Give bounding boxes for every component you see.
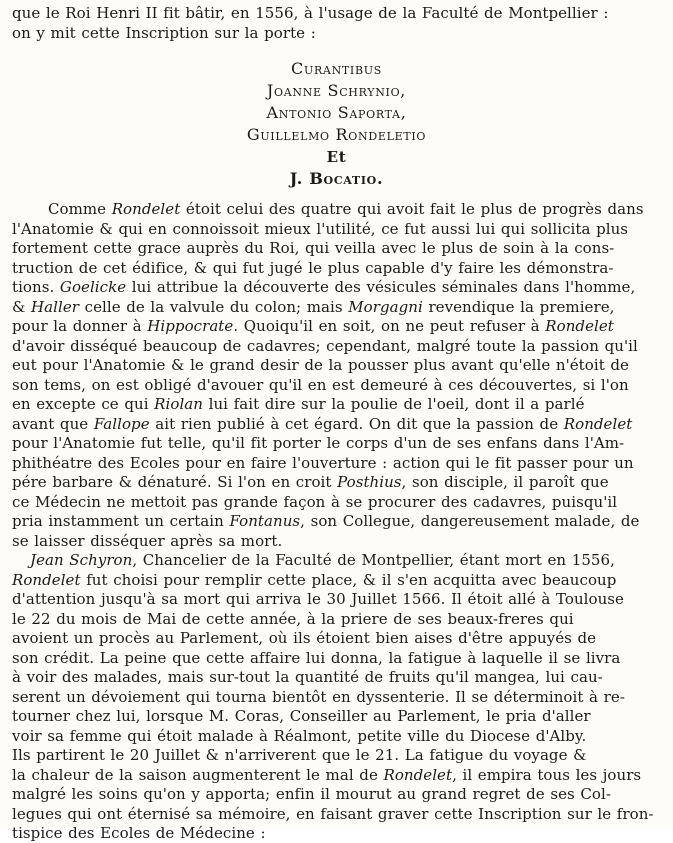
text-run: fortement cette grace auprès du Roi, qui veilla avec le plus de soin à la cons- [12, 239, 615, 257]
italic-name: Rondelet [12, 570, 81, 589]
body-line [12, 609, 574, 629]
inscription-rondeletio: Guillelmo Rondeletio [246, 125, 427, 144]
body-line [12, 297, 614, 317]
text-run: à voir des malades, mais sur-tout la quantité de fruits qu'il mangea, lui cau- [12, 668, 603, 686]
text-run: ce Médecin ne mettoit pas grande façon à se procurer des cadavres, puisqu'il [12, 492, 618, 511]
text-run: truction de cet édifice, & qui fut jugé le plus capable d'y faire les démonstra- [12, 258, 614, 277]
text-run: malgré les soins qu'on y apporta; enfin il mourut au grand regret de ses Col- [12, 785, 611, 803]
inscription-saporta: Antonio Saporta, [266, 103, 407, 122]
body-line [12, 589, 624, 609]
text-run: , son disciple, il paroît que [401, 473, 609, 491]
italic-name: Rondelet [563, 414, 633, 433]
text-run: pria instamment un certain [12, 512, 230, 530]
italic-name: Rondelet [383, 765, 453, 784]
body-line [12, 648, 620, 668]
body-line [12, 804, 654, 824]
text-run: voir sa femme qui étoit malade à Réalmont, petite ville du Diocese d'Alby. [12, 726, 587, 745]
italic-name: Posthius [337, 473, 402, 491]
body-line [12, 628, 596, 648]
text-run: lui fait dire sur la poulie de l'oeil, dont il a parlé [203, 395, 585, 413]
text-run: en excepte ce qui [12, 395, 155, 413]
body-line [12, 687, 625, 707]
text-run: , il empira tous les jours [452, 765, 642, 784]
italic-name: Jean Schyron [30, 551, 133, 569]
body-line [12, 336, 638, 356]
text-run: phithéatre des Ecoles pour en faire l'ouverture : action qui le fit passer pour un [12, 453, 634, 472]
italic-name: Goelicke [59, 278, 127, 296]
intro-line-2: on y mit cette Inscription sur la porte : [12, 24, 316, 42]
inscription-schrynio: Joanne Schrynio, [266, 81, 407, 100]
inscription-et: Et [326, 148, 347, 166]
text-run: , Chancelier de la Faculté de Montpellier, étant mort en 1556, [132, 551, 615, 569]
text-run: avant que [12, 414, 94, 433]
body-line [12, 375, 629, 395]
inscription-curantibus: Curantibus [291, 59, 382, 78]
italic-name: Rondelet [545, 317, 614, 335]
text-run: avoient un procès au Parlement, où ils étoient bien aises d'être appuyés de [12, 629, 597, 647]
italic-name: Fontanus [229, 512, 301, 530]
text-run: ait rien publié à cet égard. On dit que la passion de [149, 414, 564, 433]
italic-name: Riolan [154, 395, 203, 413]
text-run: , son Collegue, dangereusement malade, de [300, 512, 640, 530]
text-run: se laisser disséquer après sa mort. [12, 531, 283, 550]
text-run: le 22 du mois de Mai de cette année, à la priere de ses beaux-freres qui [12, 609, 574, 628]
body-line [12, 511, 639, 531]
text-run: serent un dévoiement qui tourna bientôt en dyssenterie. Il se déterminoit à re- [12, 687, 625, 706]
text-run: eut pour l'Anatomie & le grand desir de la pousser plus avant qu'elle n'étoit de [12, 356, 629, 374]
text-run: fut choisi pour remplir cette place, & il s'en acquitta avec beaucoup [80, 570, 617, 589]
text-run: pére barbare & dénaturé. Si l'on en croit [12, 473, 338, 491]
text-run: legues qui ont éternisé sa mémoire, en faisant graver cette Inscription sur le fron- [12, 804, 654, 823]
text-run: Comme [48, 200, 112, 218]
italic-name: Haller [31, 297, 79, 316]
body-line [12, 823, 266, 843]
body-line [12, 531, 282, 551]
text-run: son crédit. La peine que cette affaire lui donna, la fatigue à laquelle il se livra [12, 648, 621, 667]
body-line [30, 550, 615, 570]
body-line [12, 355, 629, 375]
text-run: étoit celui des quatre qui avoit fait le plus de progrès dans [180, 200, 644, 218]
body-line [12, 745, 587, 765]
italic-name: Morgagni [348, 297, 423, 316]
text-run: l'Anatomie & qui en connoissoit mieux l'utilité, ce fut aussi lui qui sollicita plus [12, 219, 629, 238]
text-run: tions. [12, 278, 60, 296]
text-run: son tems, on est obligé d'avouer qu'il en est demeuré à ces découvertes, si l'on [12, 375, 629, 394]
text-run: pour la donner à [12, 317, 148, 335]
body-line [12, 238, 614, 258]
text-run: celle de la valvule du colon; mais [79, 297, 349, 316]
text-run: tispice des Ecoles de Médecine : [12, 824, 266, 842]
intro-line-1: que le Roi Henri II fit bâtir, en 1556, à l'usage de la Faculté de Montpellier : [12, 4, 609, 22]
body-line [12, 277, 635, 297]
body-line [12, 784, 611, 804]
body-line [12, 570, 616, 590]
text-run: d'avoir disséqué beaucoup de cadavres; cependant, malgré toute la passion qu'il [12, 336, 638, 355]
text-run: d'attention jusqu'à sa mort qui arriva le 30 Juillet 1566. Il étoit allé à Toulouse [12, 590, 624, 608]
inscription-bocatio: J. Bocatio. [289, 169, 384, 188]
text-run: & [12, 297, 32, 316]
body-line [12, 219, 628, 239]
text-run: revendique la premiere, [422, 297, 615, 316]
text-run: pour l'Anatomie fut telle, qu'il fit porter le corps d'un de ses enfans dans l'Am- [12, 434, 625, 452]
body-line [12, 765, 641, 785]
text-run: . Quoiqu'il en soit, on ne peut refuser à [233, 317, 546, 335]
body-line [12, 706, 591, 726]
text-run: tourner chez lui, lorsque M. Coras, Conseiller au Parlement, le pria d'aller [12, 707, 591, 725]
body-line [12, 433, 624, 453]
text-run: Ils partirent le 20 Juillet & n'arriverent que le 21. La fatigue du voyage & [12, 746, 587, 764]
body-line [12, 414, 632, 434]
body-line [12, 492, 617, 512]
body-line [12, 394, 585, 414]
body-line [12, 726, 586, 746]
italic-name: Fallope [93, 414, 150, 433]
text-run: lui attribue la découverte des vésicules séminales dans l'homme, [126, 278, 636, 296]
body-line [12, 258, 613, 278]
body-line [48, 199, 644, 219]
body-line [12, 316, 614, 336]
text-run: la chaleur de la saison augmenterent le mal de [12, 765, 384, 784]
body-line [12, 667, 603, 687]
body-line [12, 453, 634, 473]
italic-name: Hippocrate [147, 317, 234, 335]
body-line [12, 472, 609, 492]
italic-name: Rondelet [111, 200, 181, 218]
